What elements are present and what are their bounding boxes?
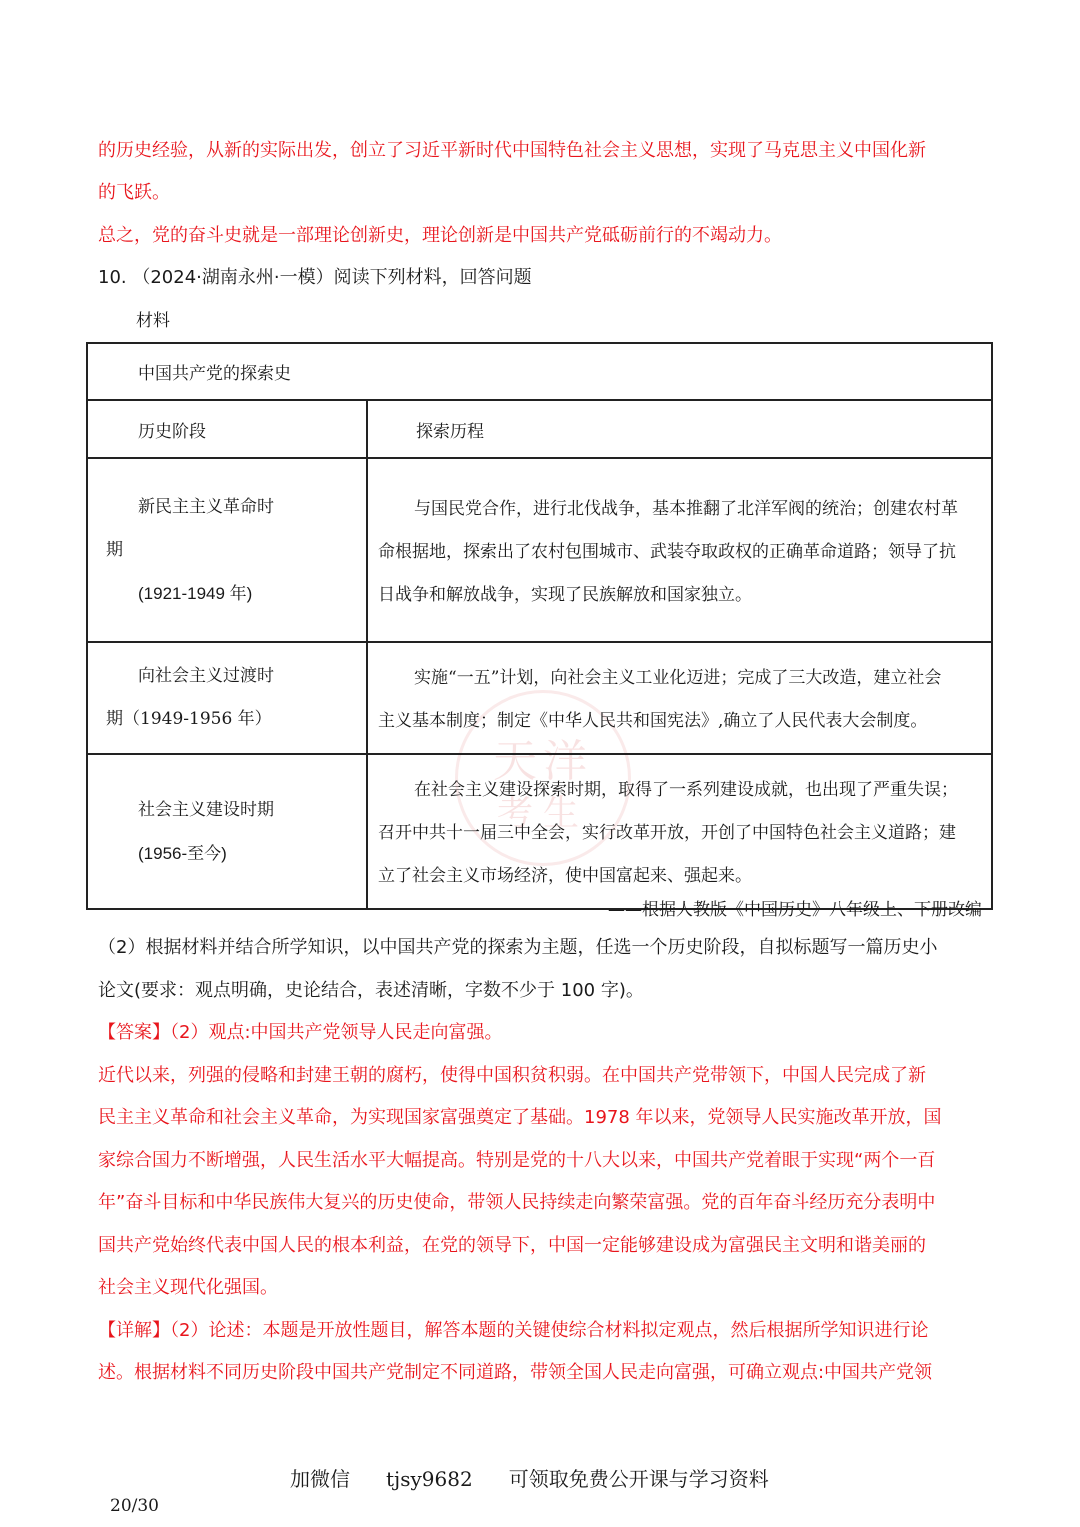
answer-head bbox=[98, 1022, 503, 1044]
table-row bbox=[87, 642, 992, 754]
answer-line: 社会主义现代化强国。 bbox=[98, 1277, 278, 1298]
desc-line: 命根据地，探索出了农村包围城市、武装夺取政权的正确革命道路；领导了抗 bbox=[378, 541, 956, 562]
stage-name-b: 期（1949-1956 年） bbox=[106, 709, 272, 729]
intro-line-3: 总之，党的奋斗史就是一部理论创新史，理论创新是中国共产党砥砺前行的不竭动力。 bbox=[98, 225, 782, 246]
stage-cell bbox=[87, 458, 367, 642]
footer-text-c: 可领取免费公开课与学习资料 bbox=[508, 1467, 769, 1491]
material-table bbox=[86, 342, 993, 910]
explain-tag: 【详解】 bbox=[98, 1320, 170, 1341]
page-number: 20/30 bbox=[110, 1496, 159, 1516]
material-label: 材料 bbox=[136, 311, 170, 331]
table-row bbox=[87, 458, 992, 642]
stage-name-a: 社会主义建设时期 bbox=[138, 799, 274, 820]
desc-line: 立了社会主义市场经济，使中国富起来、强起来。 bbox=[378, 866, 752, 886]
desc-cell bbox=[367, 642, 992, 754]
explain-line-2: 述。根据材料不同历史阶段中国共产党制定不同道路，带领全国人民走向富强，可确立观点:中国共产党领 bbox=[98, 1362, 933, 1383]
desc-line: 与国民党合作，进行北伐战争，基本推翻了北洋军阀的统治；创建农村革 bbox=[414, 498, 958, 519]
answer-head-text: （2）观点:中国共产党领导人民走向富强。 bbox=[170, 1022, 503, 1043]
explain-head bbox=[98, 1320, 928, 1342]
table-caption-row bbox=[87, 343, 992, 400]
intro-line-2: 的飞跃。 bbox=[98, 182, 170, 203]
desc-line: 在社会主义建设探索时期，取得了一系列建设成就，也出现了严重失误； bbox=[414, 780, 958, 800]
sub-question-line-2: 论文(要求：观点明确，史论结合，表述清晰，字数不少于 100 字)。 bbox=[98, 980, 644, 1001]
answer-tag: 【答案】 bbox=[98, 1022, 170, 1043]
header-process: 探索历程 bbox=[367, 400, 992, 458]
desc-line: 实施“一五”计划，向社会主义工业化迈进；完成了三大改造，建立社会 bbox=[414, 668, 942, 688]
desc-cell bbox=[367, 754, 992, 909]
answer-line: 民主主义革命和社会主义革命，为实现国家富强奠定了基础。1978 年以来，党领导人民实施改革开放，国 bbox=[98, 1107, 942, 1128]
explain-head-text: （2）论述：本题是开放性题目，解答本题的关键使综合材料拟定观点，然后根据所学知识进行论 bbox=[170, 1320, 929, 1341]
table-source: ——根据人教版《中国历史》八年级上、下册改编 bbox=[608, 900, 982, 920]
stage-cell bbox=[87, 754, 367, 909]
table-caption: 中国共产党的探索史 bbox=[87, 343, 992, 400]
stage-name-a: 向社会主义过渡时 bbox=[138, 666, 274, 686]
stage-cell bbox=[87, 642, 367, 754]
table-row bbox=[87, 754, 992, 909]
answer-line: 家综合国力不断增强，人民生活水平大幅提高。特别是党的十八大以来，中国共产党着眼于实现“两个一百 bbox=[98, 1150, 936, 1171]
footer-promo bbox=[290, 1463, 769, 1492]
stage-years: (1956-至今) bbox=[138, 843, 227, 863]
answer-line: 近代以来，列强的侵略和封建王朝的腐朽，使得中国积贫积弱。在中国共产党带领下，中国人民完成了新 bbox=[98, 1065, 926, 1086]
header-stage: 历史阶段 bbox=[87, 400, 367, 458]
desc-line: 召开中共十一届三中全会，实行改革开放，开创了中国特色社会主义道路；建 bbox=[378, 823, 956, 843]
answer-line: 国共产党始终代表中国人民的根本利益，在党的领导下，中国一定能够建设成为富强民主文明和谐美丽的 bbox=[98, 1235, 926, 1256]
table-header-row bbox=[87, 400, 992, 458]
stage-years: (1921-1949 年) bbox=[138, 583, 253, 603]
intro-line-1: 的历史经验，从新的实际出发，创立了习近平新时代中国特色社会主义思想，实现了马克思主义中国化新 bbox=[98, 140, 926, 161]
watermark-line-2: 考生 bbox=[496, 793, 589, 834]
desc-line: 日战争和解放战争，实现了民族解放和国家独立。 bbox=[378, 584, 752, 605]
footer-text-a: 加微信 bbox=[290, 1467, 350, 1491]
footer-wechat-id: tjsy9682 bbox=[386, 1467, 473, 1491]
desc-line: 主义基本制度；制定《中华人民共和国宪法》,确立了人民代表大会制度。 bbox=[378, 711, 928, 731]
stage-name-b: 期 bbox=[106, 539, 123, 560]
stage-name-a: 新民主主义革命时 bbox=[138, 496, 274, 517]
desc-cell bbox=[367, 458, 992, 642]
watermark-line-1: 天洋 bbox=[493, 736, 593, 787]
question-title: 10. （2024·湖南永州·一模）阅读下列材料，回答问题 bbox=[98, 267, 532, 288]
sub-question-line-1: （2）根据材料并结合所学知识，以中国共产党的探索为主题，任选一个历史阶段，自拟标题写一篇历史小 bbox=[98, 937, 938, 958]
answer-line: 年”奋斗目标和中华民族伟大复兴的历史使命，带领人民持续走向繁荣富强。党的百年奋斗经历充分表明中 bbox=[98, 1192, 936, 1213]
